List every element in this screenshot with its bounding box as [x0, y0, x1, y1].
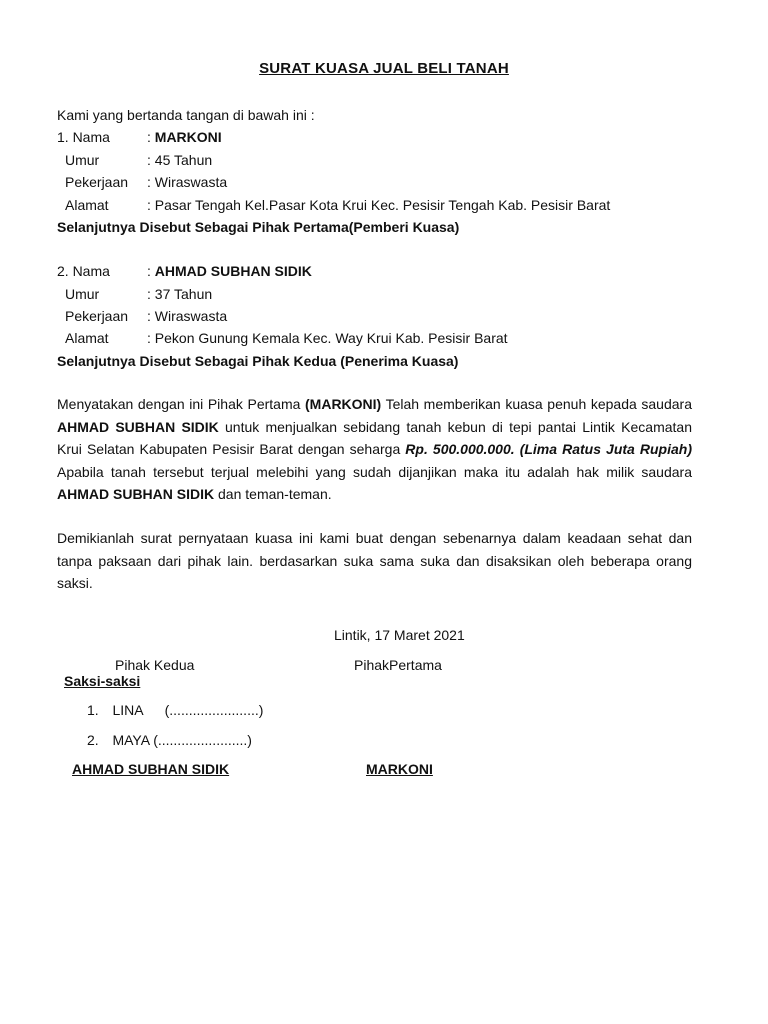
party2-alamat-row: Alamat : Pekon Gunung Kemala Kec. Way Krui Kab. Pesisir Barat: [65, 330, 508, 346]
statement-bold-name: (MARKONI): [305, 396, 382, 412]
signatory-right: MARKONI: [366, 761, 433, 777]
alamat-label: Alamat: [65, 330, 109, 346]
party1-umur-row: Umur : 45 Tahun: [65, 152, 213, 168]
document-title: SURAT KUASA JUAL BELI TANAH: [259, 60, 509, 77]
statement-price: Rp. 500.000.000. (Lima Ratus Juta Rupiah): [405, 441, 692, 457]
statement-text: untuk menjualkan sebidang tanah kebun di tepi pantai Lintik Kecamatan Krui Selatan Kabupaten Pesisir Barat dengan seharga: [57, 418, 692, 457]
party2-umur: 37 Tahun: [154, 286, 213, 302]
party1-pekerjaan-row: Pekerjaan : Wiraswasta: [65, 174, 228, 190]
statement-paragraph: [57, 393, 692, 506]
party2-umur-row: Umur : 37 Tahun: [65, 286, 213, 302]
party2-pekerjaan-row: Pekerjaan : Wiraswasta: [65, 308, 228, 324]
party1-alamat: Pasar Tengah Kel.Pasar Kota Krui Kec. Pesisir Tengah Kab. Pesisir Barat: [154, 197, 611, 213]
statement-bold-name: AHMAD SUBHAN SIDIK: [57, 418, 219, 435]
party2-designation: Selanjutnya Disebut Sebagai Pihak Kedua (Penerima Kuasa): [57, 353, 459, 369]
statement-text: dan teman-teman.: [214, 486, 332, 502]
party1-nama: MARKONI: [154, 129, 222, 145]
witness-row: [87, 701, 263, 719]
statement-text: Menyatakan dengan ini Pihak Pertama: [57, 396, 306, 412]
party1-nama-row: 1. Nama : MARKONI: [57, 129, 222, 145]
party1-alamat-row: Alamat : Pasar Tengah Kel.Pasar Kota Krui Kec. Pesisir Tengah Kab. Pesisir Barat: [65, 197, 611, 213]
witness-number: 2.: [87, 732, 99, 748]
signatory-left: AHMAD SUBHAN SIDIK: [72, 761, 230, 777]
nama-label: 1. Nama: [57, 129, 110, 145]
witness-number: 1.: [87, 702, 99, 718]
intro-line: Kami yang bertanda tangan di bawah ini :: [57, 107, 315, 123]
umur-label: Umur: [65, 152, 100, 168]
pihak-pertama-label: PihakPertama: [354, 657, 442, 673]
pekerjaan-label: Pekerjaan: [65, 174, 129, 190]
witness-signature-blank: (.......................): [153, 732, 252, 748]
saksi-heading: Saksi-saksi: [64, 673, 141, 689]
alamat-label: Alamat: [65, 197, 109, 213]
party1-pekerjaan: Wiraswasta: [154, 174, 228, 190]
umur-label: Umur: [65, 286, 100, 302]
statement-text: Apabila tanah tersebut terjual melebihi yang sudah dijanjikan maka itu adalah hak milik saudara: [57, 463, 692, 480]
witness-name: LINA: [112, 702, 143, 718]
party1-umur: 45 Tahun: [154, 152, 213, 168]
witness-row: [87, 731, 252, 749]
party2-pekerjaan: Wiraswasta: [154, 308, 228, 324]
closing-paragraph: Demikianlah surat pernyataan kuasa ini kami buat dengan sebenarnya dalam keadaan sehat dan tanpa paksaan dari pihak lain. berdasarkan suka sama suka dan disaksikan oleh beberapa orang saksi.: [57, 530, 692, 591]
nama-label: 2. Nama: [57, 263, 110, 279]
pekerjaan-label: Pekerjaan: [65, 308, 129, 324]
statement-bold-name: AHMAD SUBHAN SIDIK: [57, 486, 215, 502]
party2-nama-row: 2. Nama : AHMAD SUBHAN SIDIK: [57, 263, 312, 279]
witness-signature-blank: (.......................): [164, 702, 264, 718]
statement-text: Telah memberikan kuasa penuh kepada saudara: [381, 396, 692, 412]
party2-alamat: Pekon Gunung Kemala Kec. Way Krui Kab. Pesisir Barat: [154, 330, 508, 346]
party2-nama: AHMAD SUBHAN SIDIK: [154, 263, 312, 279]
pihak-kedua-label: Pihak Kedua: [115, 657, 195, 673]
place-date: Lintik, 17 Maret 2021: [334, 627, 465, 643]
witness-name: MAYA: [112, 732, 150, 748]
party1-designation: Selanjutnya Disebut Sebagai Pihak Pertama(Pemberi Kuasa): [57, 219, 460, 235]
